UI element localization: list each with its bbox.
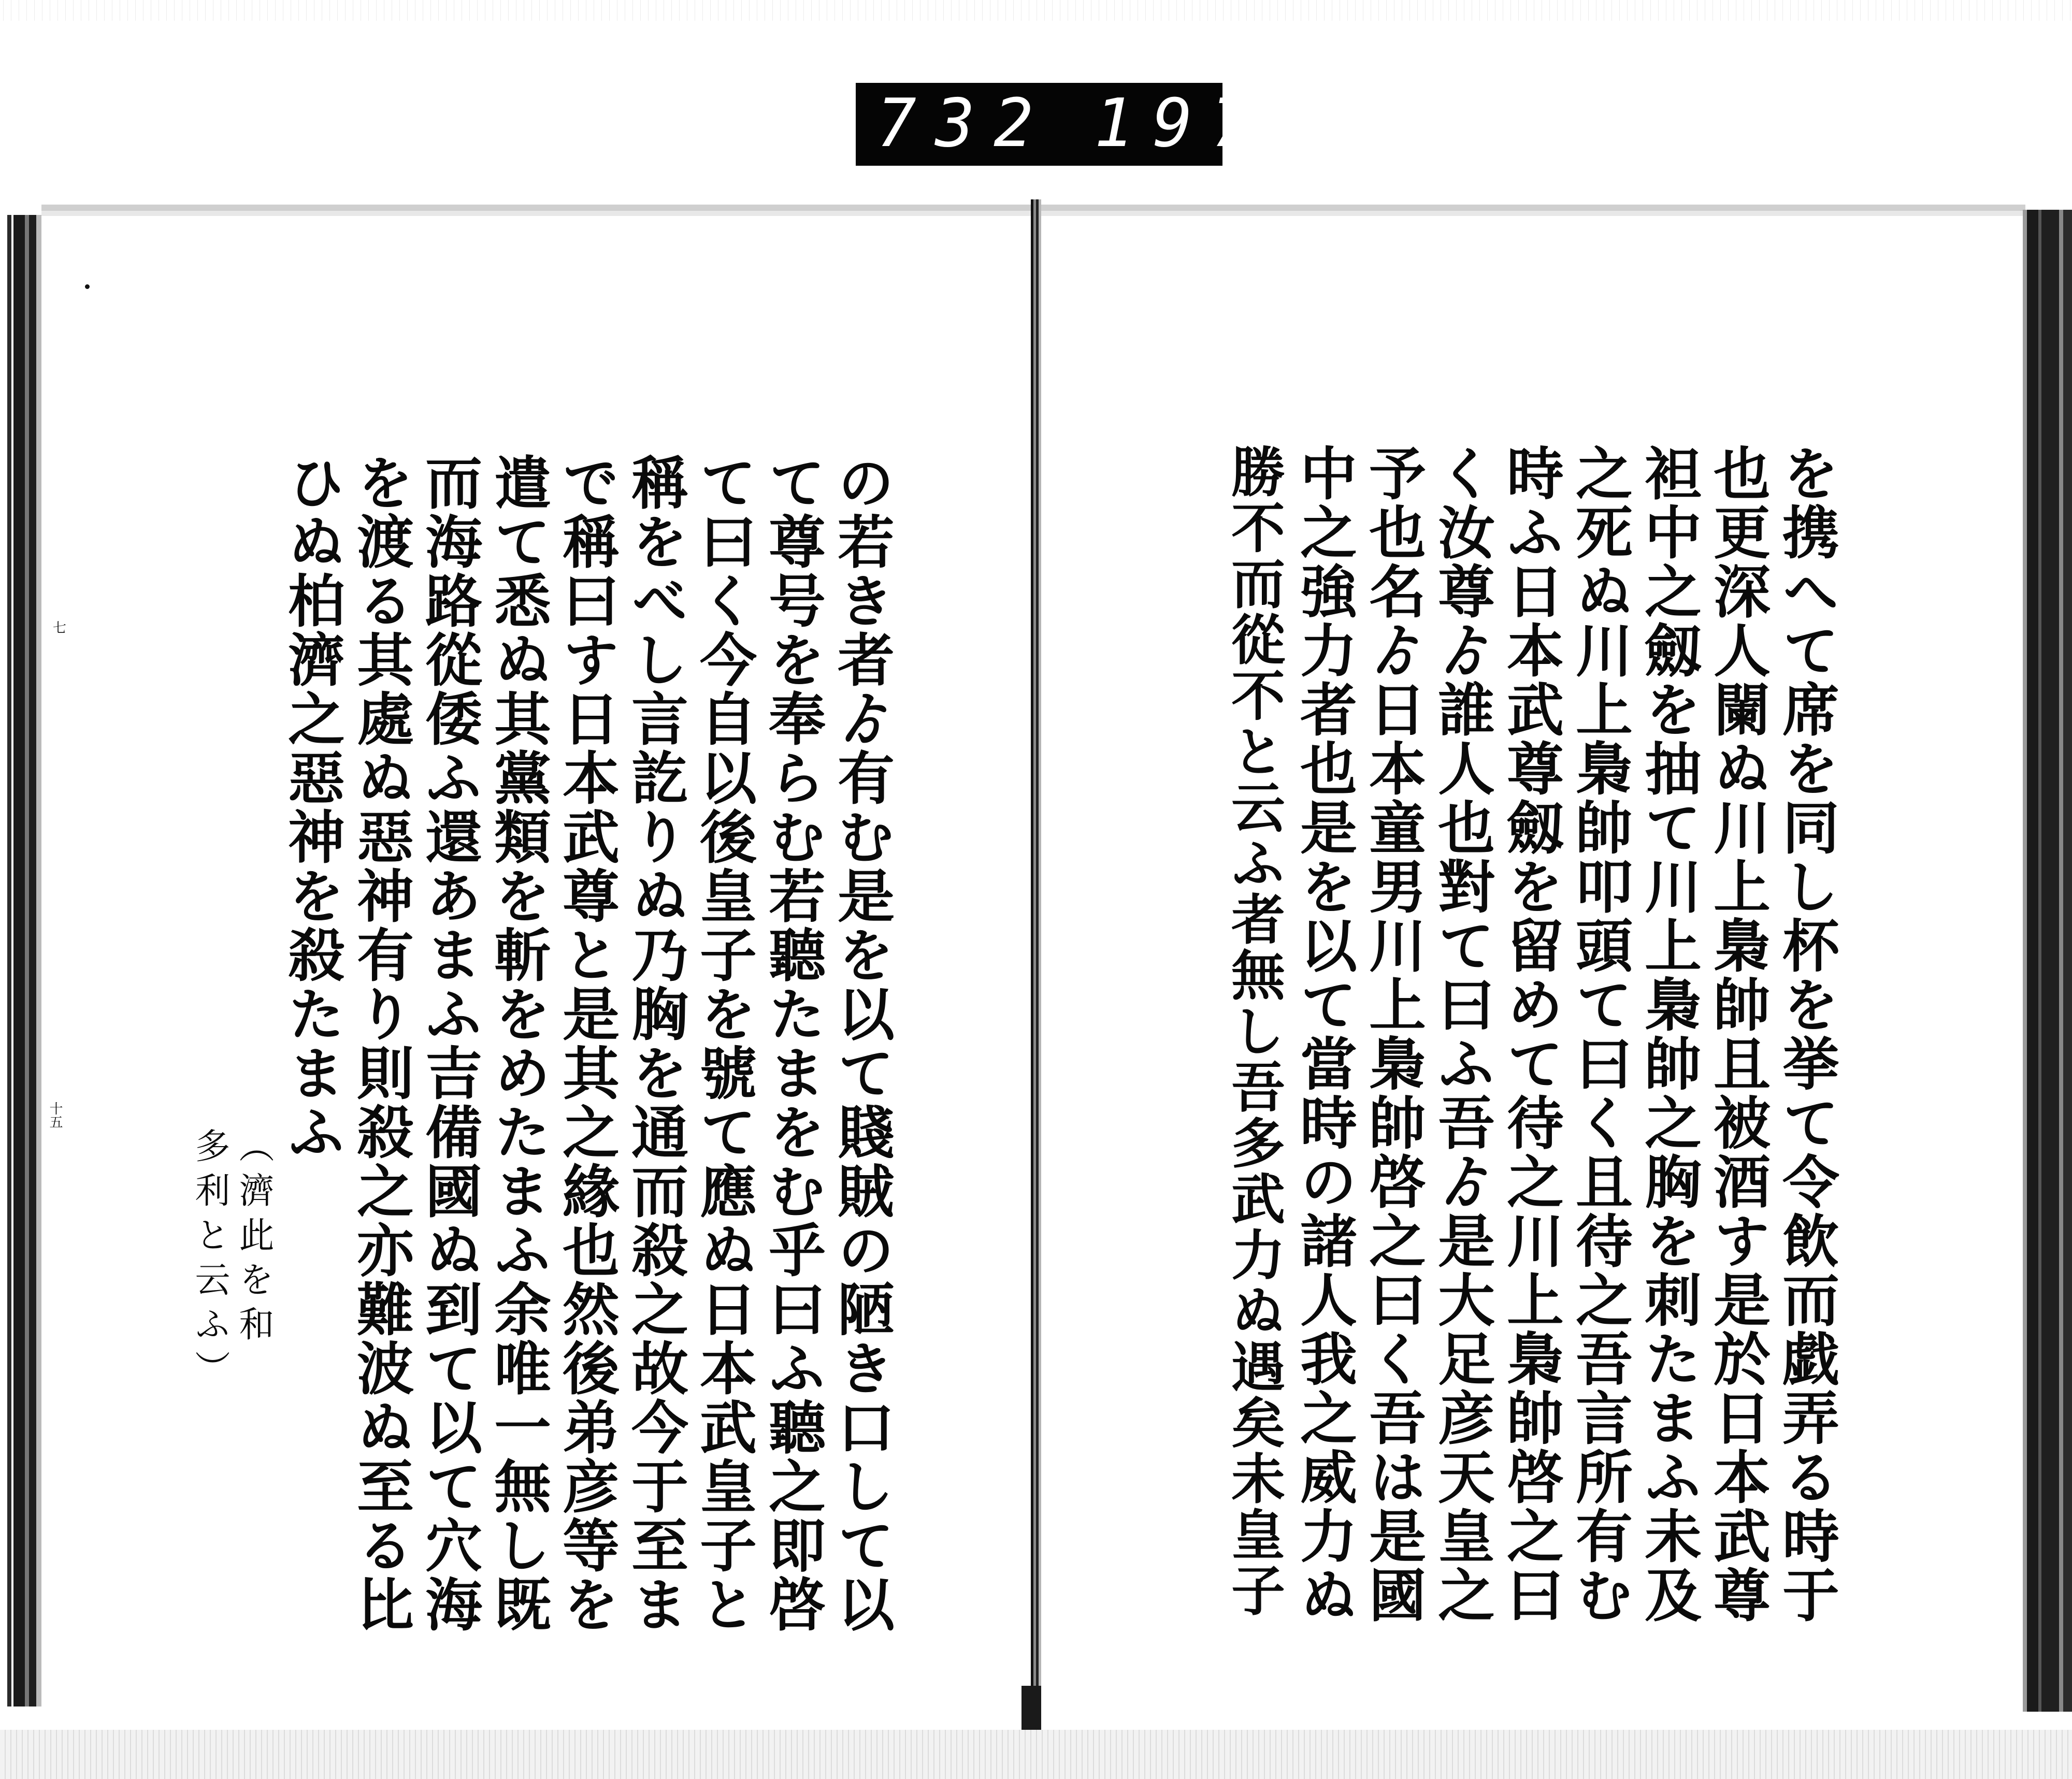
left-margin-mark-1: 七 [53,620,67,636]
right-text-column-3: 袒中之劔を抽て川上梟帥之胸を刺たまふ未及 [1635,444,1702,1625]
right-text-column-2: 也更深人闌ぬ川上梟帥且被酒す是於日本武尊 [1704,444,1771,1625]
left-note-line-1: （濟此を和 [233,1127,274,1350]
book-left-edge [0,215,41,1706]
scan-id-left-number: 732 [876,85,1053,162]
left-text-column-5: で稱曰す日本武尊と是其之緣也然後弟彦等を [553,453,620,1634]
left-text-column-3: て曰く今自以後皇子を號て應ぬ日本武皇子と [690,453,757,1634]
left-page [41,205,1031,1736]
left-margin-mark-2: 十五 [47,1102,63,1129]
left-text-column-2: て尊号を奉らむ若聽たまをむ乎曰ふ聽之即啓 [759,453,826,1634]
book-gutter [1031,199,1041,1779]
right-text-column-6: く汝尊ゟ誰人也對て曰ふ吾ゟ是大足彦天皇之 [1429,444,1495,1625]
right-text-column-8: 中之強力者也是を以て當時の諸人我之威力ぬ [1291,444,1358,1625]
right-text-column-5: 時ふ日本武尊劔を留めて待之川上梟帥啓之曰 [1498,444,1564,1625]
right-text-column-9: 勝不而從不と云ふ者無し吾多武力ぬ遇矣未皇子 [1222,444,1286,1618]
left-text-column-8: を渡る其處ぬ惡神有り則殺之亦難波ぬ至る比 [348,453,414,1634]
book-right-edge [2023,210,2072,1712]
right-text-column-4: 之死ぬ川上梟帥叩頭て曰く且待之吾言所有む [1566,444,1633,1625]
scan-top-strip [0,0,2072,21]
ink-dot [85,284,90,289]
left-note-line-2: 多利と云ふ） [189,1127,230,1395]
left-text-column-7: 而海路從倭ふ還あまふ吉備國ぬ到て以て穴海 [416,453,483,1634]
scan-id-label [856,83,1329,166]
left-text-column-9: ひぬ柏濟之惡神を殺たまふ [279,453,346,1162]
book-bottom-edge [0,1730,2072,1779]
left-text-column-6: 遣て悉ぬ其黨類を斬をめたまふ余唯一無し既 [485,453,552,1634]
right-page [1041,205,2025,1736]
open-book [0,199,2072,1779]
right-text-column-1: を携へて席を同し杯を挙て令飲而戯弄る時于 [1773,444,1840,1625]
scan-id-right-number: 197. [1094,85,1329,162]
left-text-column-4: 稱をべし言訖りぬ乃胸を通而殺之故今于至ま [622,453,689,1634]
left-text-column-1: の若き者ゟ有む是を以て賤賊の陋き口して以 [828,453,895,1634]
right-text-column-7: 予也名ゟ日本童男川上梟帥啓之曰く吾は是國 [1360,444,1427,1625]
